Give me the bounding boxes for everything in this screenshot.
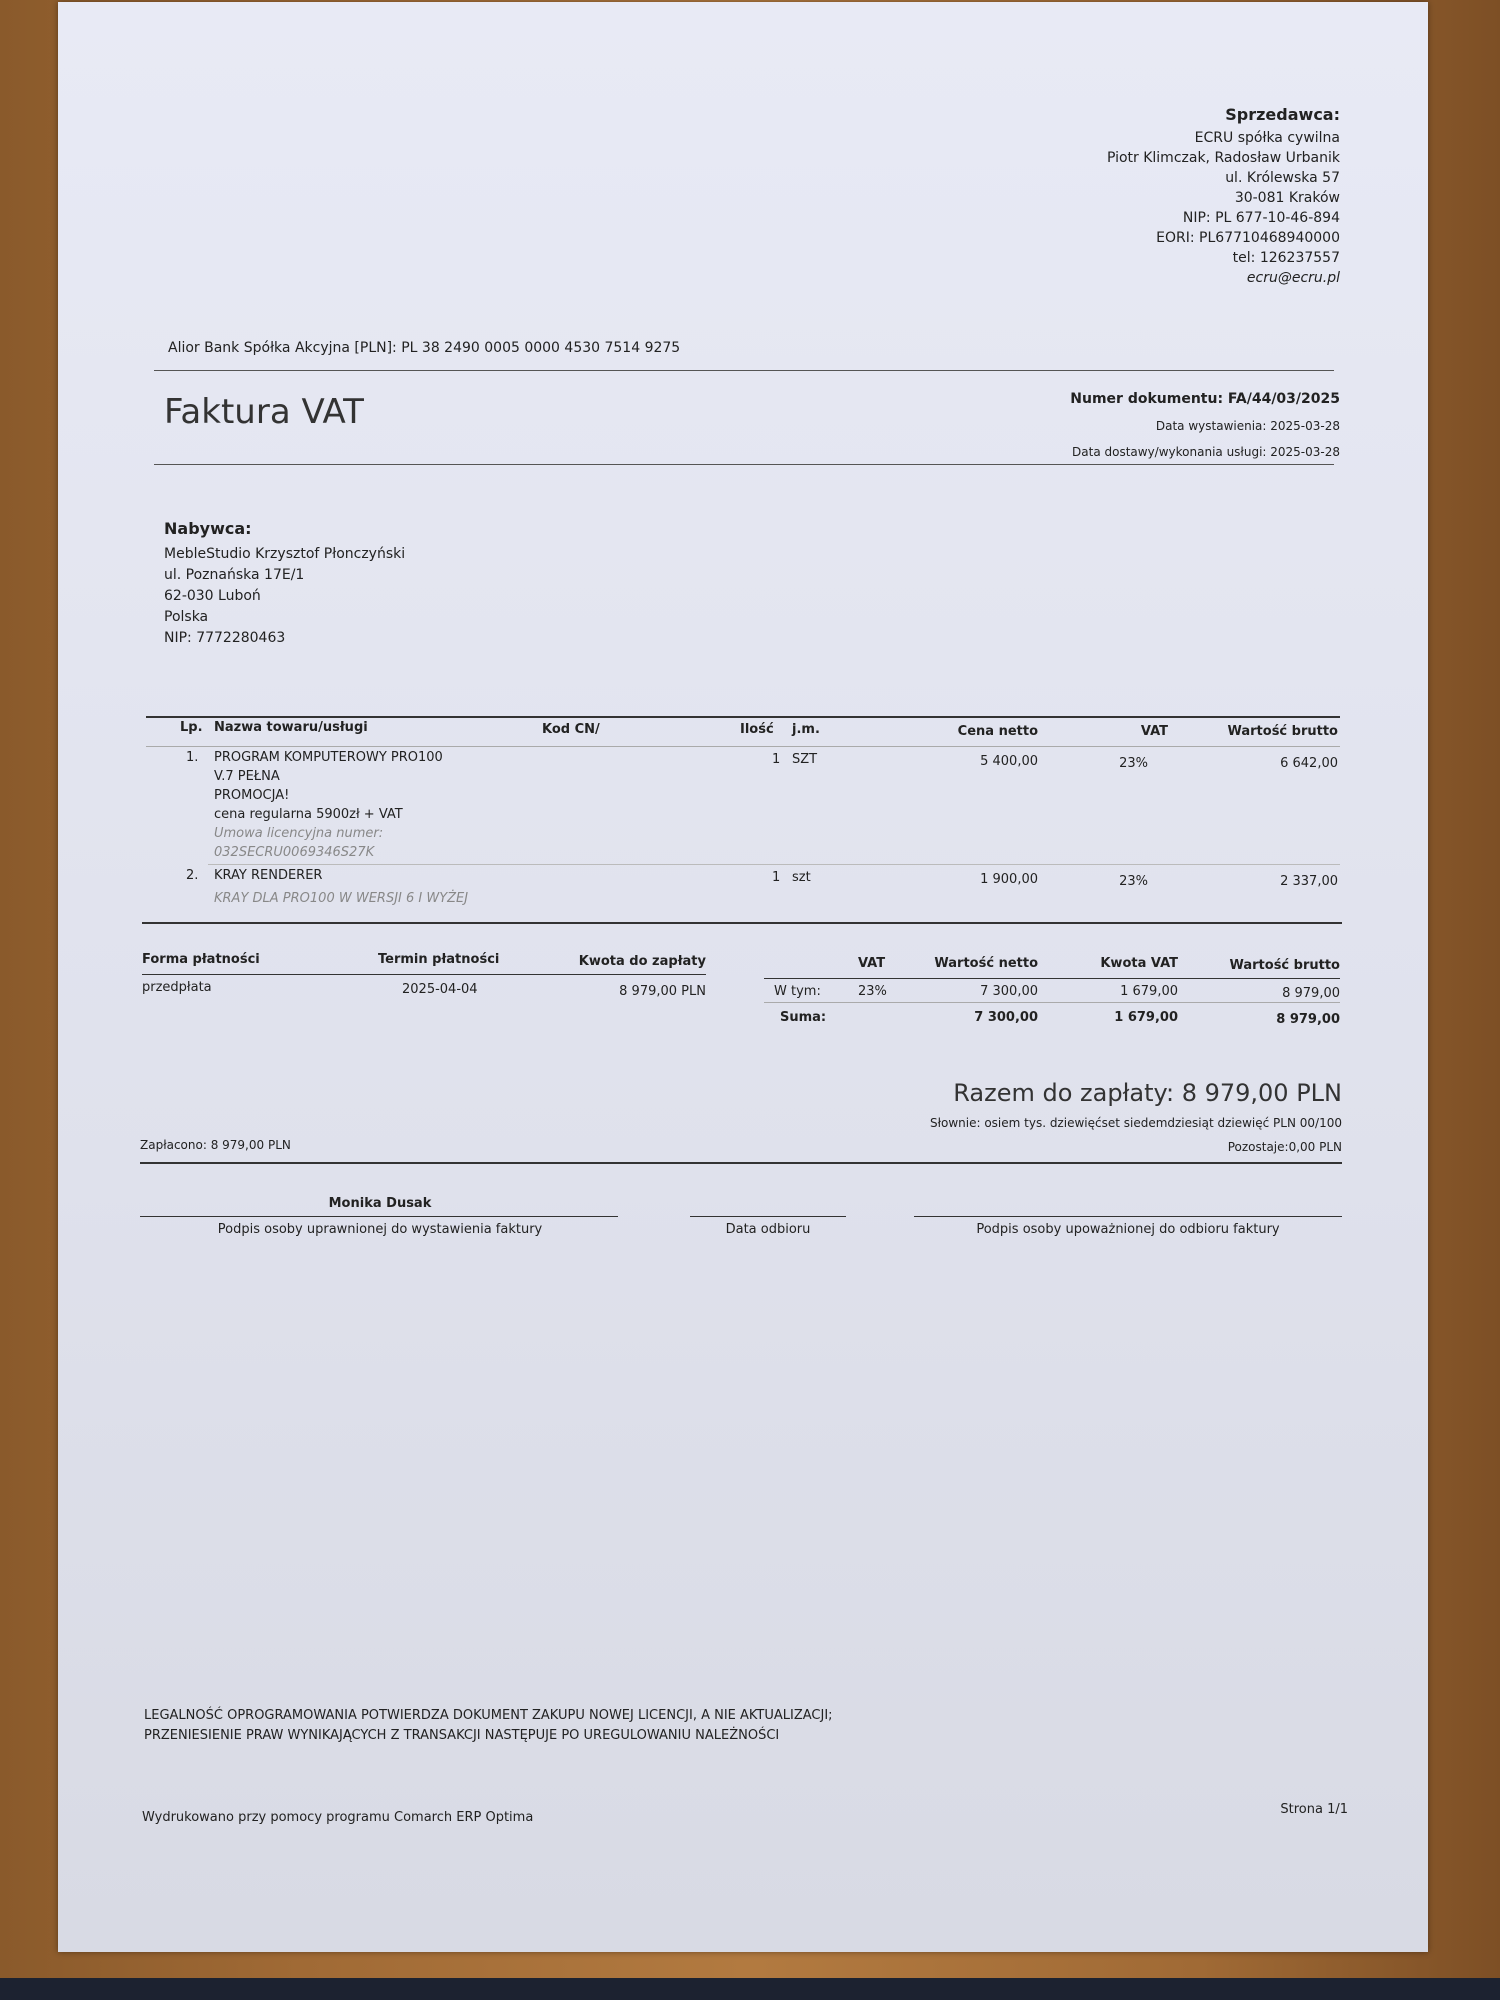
pay-header-amount: Kwota do zapłaty	[578, 954, 706, 969]
vat-header-gross: Wartość brutto	[1229, 958, 1340, 973]
receipt-date-caption: Data odbioru	[725, 1222, 811, 1237]
row-name-line: PROMOCJA!	[214, 788, 290, 803]
row-unit: szt	[792, 870, 811, 885]
buyer-line: 62-030 Luboń	[164, 588, 261, 604]
row-name-line: V.7 PEŁNA	[214, 769, 280, 784]
vat-sum-gross: 8 979,00	[1276, 1012, 1340, 1027]
divider	[764, 978, 1340, 979]
buyer-line: MebleStudio Krzysztof Płonczyński	[164, 546, 406, 562]
buyer-heading: Nabywca:	[164, 519, 252, 538]
vat-header-net: Wartość netto	[934, 956, 1038, 971]
pay-due: 2025-04-04	[402, 982, 478, 997]
page-number: Strona 1/1	[1280, 1802, 1348, 1817]
row-unit: SZT	[792, 752, 818, 767]
row-qty: 1	[772, 752, 781, 767]
seller-email: ecru@ecru.pl	[1246, 270, 1340, 286]
row-qty: 1	[772, 870, 781, 885]
table-bottom-border	[142, 922, 1342, 924]
row-vat: 23%	[1119, 874, 1148, 889]
row-gross: 6 642,00	[1280, 756, 1338, 771]
pay-amount: 8 979,00 PLN	[619, 984, 706, 999]
seller-heading: Sprzedawca:	[1225, 105, 1340, 124]
col-header-qty: Ilość	[740, 722, 774, 737]
row-note-line: 032SECRU0069346S27K	[214, 845, 375, 860]
vat-row-net: 7 300,00	[980, 984, 1038, 999]
total-to-pay: Razem do zapłaty: 8 979,00 PLN	[953, 1079, 1342, 1107]
seller-line: tel: 126237557	[1232, 250, 1340, 266]
buyer-nip: NIP: 7772280463	[164, 630, 286, 646]
vat-row-gross: 8 979,00	[1282, 986, 1340, 1001]
pay-method: przedpłata	[142, 980, 212, 995]
row-note-line: KRAY DLA PRO100 W WERSJI 6 I WYŻEJ	[214, 891, 469, 906]
vat-header-amount: Kwota VAT	[1100, 956, 1178, 971]
legal-note-line2: PRZENIESIENIE PRAW WYNIKAJĄCYCH Z TRANSAKCJI NASTĘPUJE PO UREGULOWANIU NALEŻNOŚCI	[144, 1728, 780, 1743]
row-price: 5 400,00	[980, 754, 1038, 769]
divider	[140, 1162, 1342, 1164]
issuer-caption: Podpis osoby uprawnionej do wystawienia faktury	[217, 1222, 543, 1237]
seller-line: Piotr Klimczak, Radosław Urbanik	[1106, 150, 1340, 166]
remaining-amount: Pozostaje:0,00 PLN	[1227, 1140, 1342, 1154]
col-header-price: Cena netto	[957, 724, 1038, 739]
background-dark-strip	[0, 1978, 1500, 2000]
row-lp: 1.	[186, 750, 199, 765]
vat-row-label: W tym:	[774, 984, 821, 999]
buyer-line: ul. Poznańska 17E/1	[164, 567, 305, 583]
col-header-lp: Lp.	[180, 720, 203, 735]
total-in-words: Słownie: osiem tys. dziewięćset siedemdziesiąt dziewięć PLN 00/100	[929, 1116, 1342, 1130]
row-name	[214, 866, 468, 908]
buyer-block	[164, 514, 405, 649]
document-title: Faktura VAT	[164, 392, 364, 432]
buyer-line: Polska	[164, 609, 209, 625]
col-header-gross: Wartość brutto	[1227, 724, 1338, 739]
divider	[146, 746, 1340, 747]
seller-line: ECRU spółka cywilna	[1194, 130, 1340, 146]
divider	[154, 464, 1334, 465]
row-vat: 23%	[1119, 756, 1148, 771]
seller-block	[840, 102, 1340, 288]
divider	[764, 1002, 1340, 1003]
issuer-name: Monika Dusak	[328, 1196, 432, 1211]
row-name	[214, 748, 443, 862]
vat-row-rate: 23%	[858, 984, 887, 999]
row-lp: 2.	[186, 868, 199, 883]
row-name-line: cena regularna 5900zł + VAT	[214, 807, 403, 822]
document-number: Numer dokumentu: FA/44/03/2025	[1070, 391, 1340, 407]
signature-line	[914, 1216, 1342, 1217]
row-gross: 2 337,00	[1280, 874, 1338, 889]
divider	[142, 974, 706, 975]
vat-row-amount: 1 679,00	[1120, 984, 1178, 999]
invoice-paper	[58, 2, 1428, 1952]
divider	[154, 370, 1334, 371]
vat-sum-net: 7 300,00	[974, 1010, 1038, 1025]
row-name-line: PROGRAM KOMPUTEROWY PRO100	[214, 750, 443, 765]
divider	[208, 864, 1340, 865]
vat-sum-amount: 1 679,00	[1114, 1010, 1178, 1025]
vat-sum-label: Suma:	[780, 1010, 827, 1025]
col-header-name: Nazwa towaru/usługi	[214, 720, 368, 735]
signature-line	[140, 1216, 618, 1217]
seller-line: 30-081 Kraków	[1234, 190, 1340, 206]
legal-note-line1: LEGALNOŚĆ OPROGRAMOWANIA POTWIERDZA DOKUMENT ZAKUPU NOWEJ LICENCJI, A NIE AKTUALIZACJI;	[144, 1708, 833, 1723]
col-header-vat: VAT	[1140, 724, 1168, 739]
row-name-line: KRAY RENDERER	[214, 868, 323, 883]
col-header-unit: j.m.	[792, 722, 820, 737]
seller-line: EORI: PL67710468940000	[1156, 230, 1340, 246]
signature-line	[690, 1216, 846, 1217]
seller-line: NIP: PL 677-10-46-894	[1182, 210, 1340, 226]
paid-amount: Zapłacono: 8 979,00 PLN	[140, 1138, 291, 1152]
receiver-caption: Podpis osoby upoważnionej do odbioru faktury	[976, 1222, 1280, 1237]
pay-header-due: Termin płatności	[378, 952, 500, 967]
pay-header-method: Forma płatności	[142, 952, 260, 967]
row-note-line: Umowa licencyjna numer:	[214, 826, 384, 841]
seller-line: ul. Królewska 57	[1225, 170, 1340, 186]
issue-date: Data wystawienia: 2025-03-28	[1155, 419, 1340, 433]
bank-account: Alior Bank Spółka Akcyjna [PLN]: PL 38 2490 0005 0000 4530 7514 9275	[168, 340, 681, 356]
row-price: 1 900,00	[980, 872, 1038, 887]
printed-by: Wydrukowano przy pomocy programu Comarch ERP Optima	[142, 1810, 534, 1825]
delivery-date: Data dostawy/wykonania usługi: 2025-03-28	[1072, 445, 1340, 459]
vat-header-vat: VAT	[858, 956, 886, 971]
col-header-code: Kod CN/	[542, 722, 600, 737]
